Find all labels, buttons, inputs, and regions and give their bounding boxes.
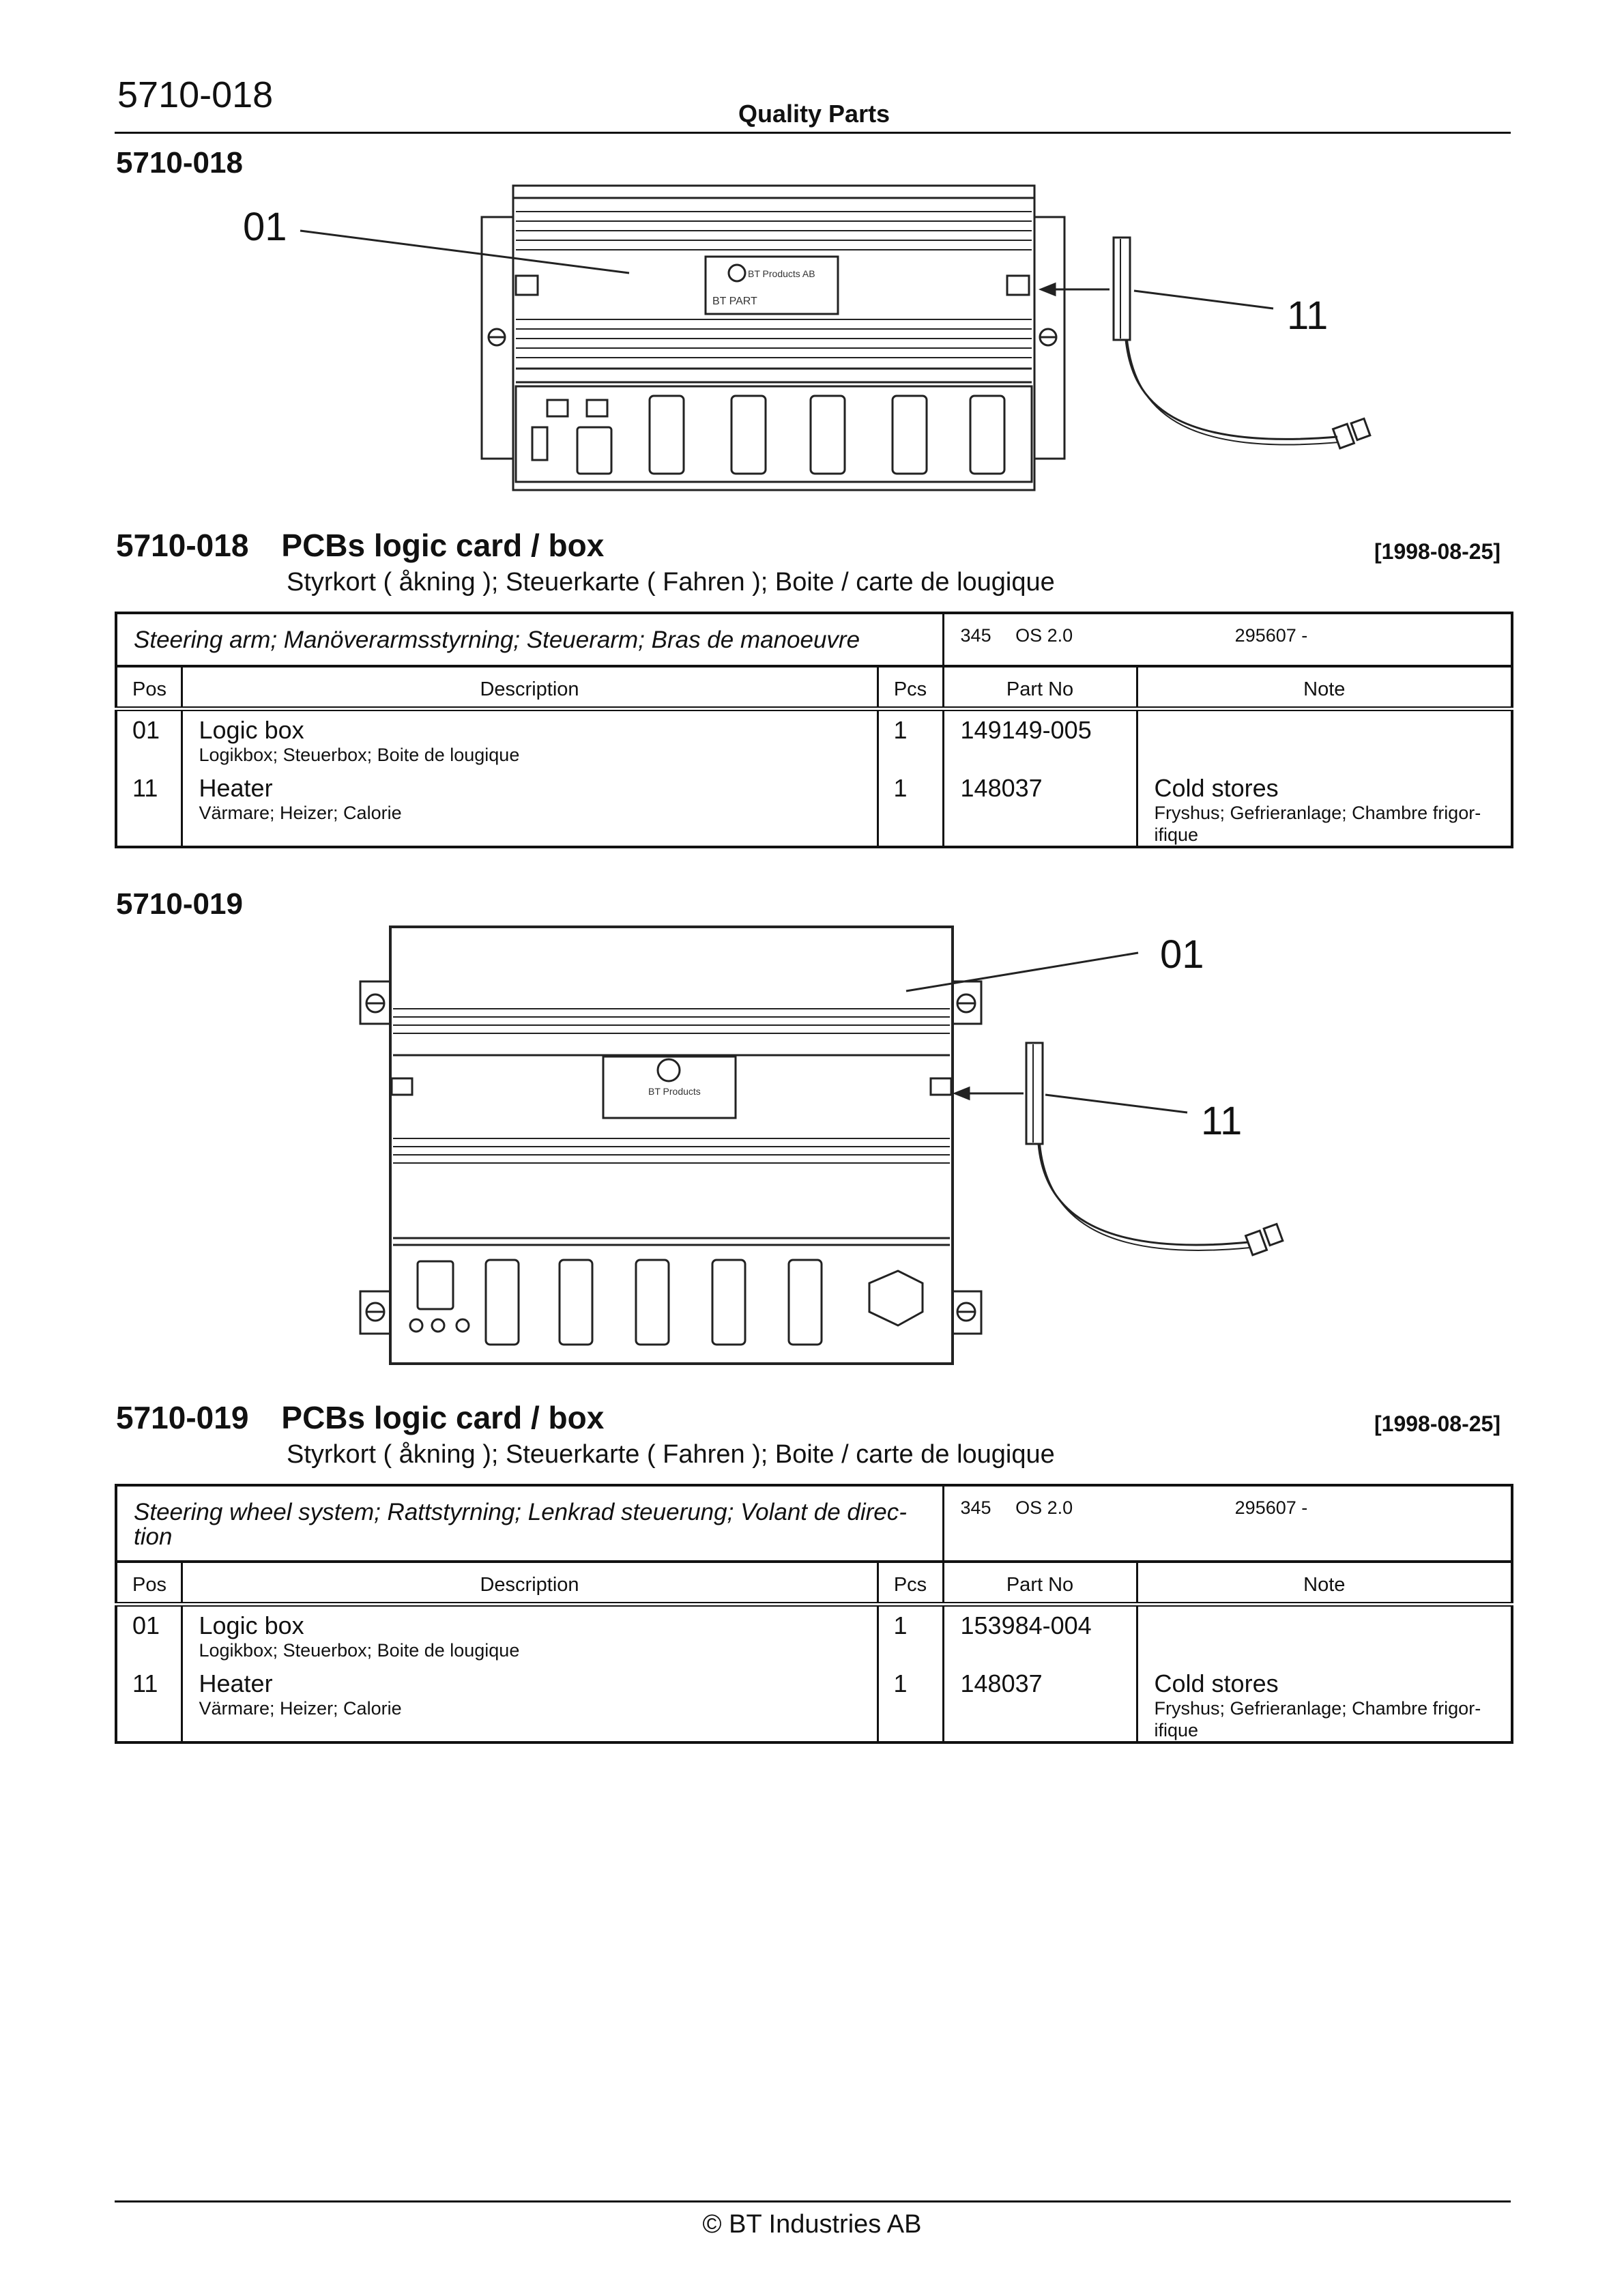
logic-box-drawing <box>0 901 1624 1379</box>
callout-01: 01 <box>1160 932 1204 977</box>
drawing-maker-label: BT Products AB <box>748 268 815 279</box>
row-pos: 11 <box>132 1669 158 1697</box>
row-name: Heater <box>199 1669 273 1697</box>
col-part-no: Part No <box>943 1562 1137 1605</box>
col-part-no: Part No <box>943 666 1137 709</box>
model-option: OS 2.0 <box>1015 625 1073 646</box>
col-description: Description <box>182 1562 878 1605</box>
section-title <box>116 527 604 564</box>
row-part-no: 148037 <box>960 1669 1043 1697</box>
row-name: Heater <box>199 773 273 802</box>
section-date: [1998-08-25] <box>1374 539 1500 564</box>
row-pos: 11 <box>132 773 158 802</box>
row-pcs: 1 <box>893 1611 908 1639</box>
section-title-text: PCBs logic card / box <box>281 528 605 563</box>
section-title-id: 5710-019 <box>116 1400 249 1435</box>
serial-range: 295607 - <box>1234 1497 1308 1518</box>
logic-box-drawing <box>0 0 1624 519</box>
row-note <box>1155 1607 1511 1612</box>
row-note: Cold stores <box>1154 773 1279 802</box>
row-part-no: 153984-004 <box>960 1611 1092 1639</box>
section-title <box>116 1399 604 1436</box>
col-note: Note <box>1137 1562 1512 1605</box>
col-pos: Pos <box>116 1562 182 1605</box>
drawing-maker-label: BT Products <box>648 1086 701 1097</box>
row-note-sub: Fryshus; Gefrieranlage; Chambre frigor-ifique <box>1154 1697 1481 1740</box>
callout-11: 11 <box>1201 1099 1243 1143</box>
row-note: Cold stores <box>1154 1669 1279 1697</box>
row-pos: 01 <box>132 716 160 744</box>
col-pcs: Pcs <box>878 1562 943 1605</box>
row-pcs: 1 <box>893 773 908 802</box>
row-translations: Värmare; Heizer; Calorie <box>199 802 402 823</box>
model-option: OS 2.0 <box>1015 1497 1073 1518</box>
callout-01: 01 <box>243 205 287 249</box>
application-cell <box>116 1485 943 1562</box>
col-note: Note <box>1137 666 1512 709</box>
row-pcs: 1 <box>893 1669 908 1697</box>
model-cell <box>943 613 1512 666</box>
application-text: Steering wheel system; Rattstyrning; Lenkrad steuerung; Volant de direc-tion <box>134 1499 907 1550</box>
table-header <box>116 666 1512 709</box>
col-pcs: Pcs <box>878 666 943 709</box>
parts-table <box>115 1484 1513 1744</box>
row-note-sub: Fryshus; Gefrieranlage; Chambre frigor-ifique <box>1154 802 1481 845</box>
row-translations: Logikbox; Steuerbox; Boite de lougique <box>199 745 520 765</box>
callout-11: 11 <box>1287 293 1329 338</box>
table-row <box>116 1665 1512 1742</box>
footer-rule <box>115 2200 1511 2202</box>
table-row <box>116 709 1512 769</box>
drawing-part-label: BT PART <box>712 296 757 307</box>
row-translations: Värmare; Heizer; Calorie <box>199 1697 402 1719</box>
table-row <box>116 1605 1512 1665</box>
parts-table <box>115 612 1513 848</box>
application-cell <box>116 613 943 666</box>
row-pcs: 1 <box>893 716 908 744</box>
section-id: 5710-019 <box>116 887 243 921</box>
row-name: Logic box <box>199 1611 304 1639</box>
copyright: © BT Industries AB <box>702 2210 922 2239</box>
section-date: [1998-08-25] <box>1374 1411 1500 1436</box>
section-id: 5710-018 <box>116 146 243 180</box>
model-number: 345 <box>960 625 991 646</box>
application-text: Steering arm; Manöverarmsstyrning; Steuerarm; Bras de manoeuvre <box>134 627 860 653</box>
section-subtitle: Styrkort ( åkning ); Steuerkarte ( Fahren ); Boite / carte de lougique <box>287 1440 1055 1469</box>
row-part-no: 148037 <box>960 773 1043 802</box>
document-number: 5710-018 <box>117 74 274 115</box>
serial-range: 295607 - <box>1234 625 1308 646</box>
brand-label: Quality Parts <box>738 100 890 128</box>
section-subtitle: Styrkort ( åkning ); Steuerkarte ( Fahren ); Boite / carte de lougique <box>287 568 1055 597</box>
row-translations: Logikbox; Steuerbox; Boite de lougique <box>199 1640 520 1661</box>
section-title-text: PCBs logic card / box <box>281 1400 605 1435</box>
table-header <box>116 1562 1512 1605</box>
section-title-id: 5710-018 <box>116 528 249 563</box>
col-description: Description <box>182 666 878 709</box>
row-part-no: 149149-005 <box>960 716 1092 744</box>
model-cell <box>943 1485 1512 1562</box>
row-note <box>1155 711 1511 717</box>
model-number: 345 <box>960 1497 991 1518</box>
col-pos: Pos <box>116 666 182 709</box>
row-name: Logic box <box>199 716 304 744</box>
table-row <box>116 769 1512 847</box>
row-pos: 01 <box>132 1611 160 1639</box>
